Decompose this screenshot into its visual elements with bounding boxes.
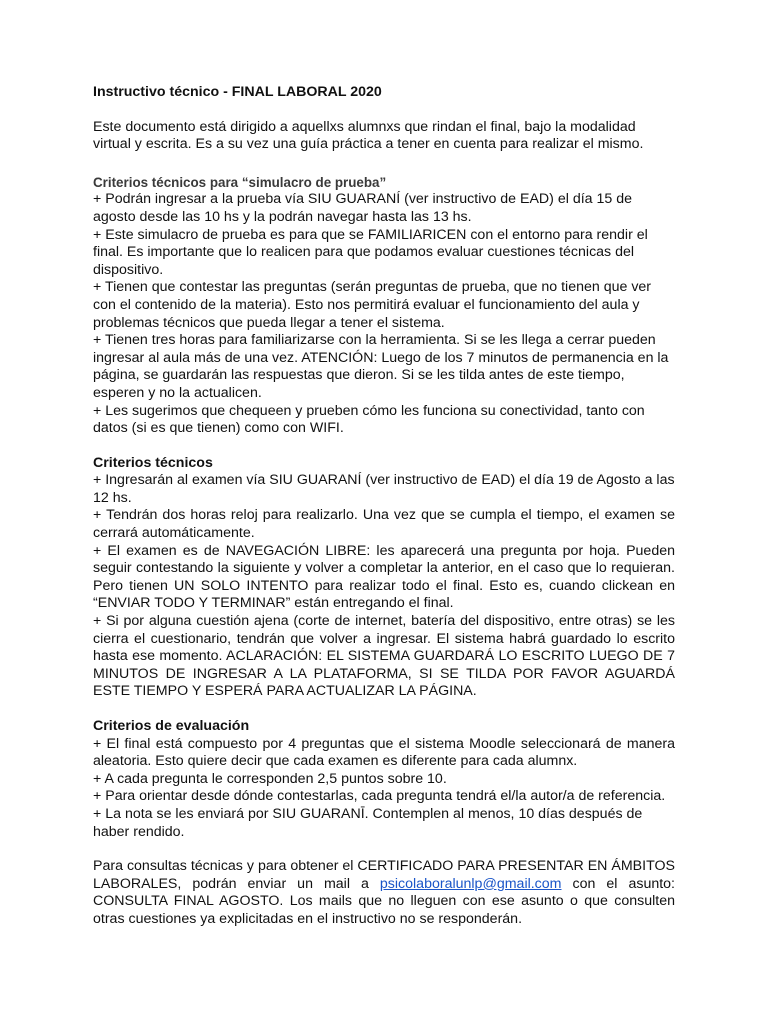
- evaluacion-item-3: + Para orientar desde dónde contestarlas, cada pregunta tendrá el/la autor/a de referencia.: [93, 788, 666, 805]
- document-title: Instructivo técnico - FINAL LABORAL 2020: [93, 84, 382, 100]
- closing-paragraph: [93, 858, 675, 928]
- simulacro-item-3: + Tienen que contestar las preguntas (serán preguntas de prueba, que no tienen que ver con el contenido de la materia). Esto nos permitirá evaluar el funcionamiento del aula y problemas técnicos que pueda llegar a tener el sistema.: [93, 279, 652, 331]
- simulacro-heading: Criterios técnicos para “simulacro de prueba”: [93, 174, 387, 190]
- evaluacion-heading: Criterios de evaluación: [93, 718, 250, 734]
- section-simulacro: [93, 174, 675, 438]
- closing-text-after: con el asunto: CONSULTA FINAL AGOSTO. Los mails que no lleguen con ese asunto o que consulten otras cuestiones ya explicitadas en el instructivo no se responderán.: [93, 875, 675, 927]
- tecnicos-item-2: + Tendrán dos horas reloj para realizarlo. Una vez que se cumpla el tiempo, el examen se cerrará automáticamente.: [93, 507, 675, 542]
- evaluacion-item-4: + La nota se les enviará por SIU GUARANĪ. Contemplen al menos, 10 días después de haber rendido.: [93, 805, 643, 840]
- tecnicos-item-1: + Ingresarán al examen vía SIU GUARANÍ (ver instructivo de EAD) el día 19 de Agosto a las 12 hs.: [93, 472, 675, 506]
- section-evaluacion: [93, 718, 675, 841]
- evaluacion-item-2: + A cada pregunta le corresponden 2,5 puntos sobre 10.: [93, 770, 447, 787]
- contact-email-link[interactable]: psicolaboralunlp@gmail.com: [379, 875, 562, 892]
- intro-paragraph: Este documento está dirigido a aquellxs alumnxs que rindan el final, bajo la modalidad virtual y escrita. Es a su vez una guía práctica a tener en cuenta para realizar el mismo.: [93, 118, 644, 153]
- tecnicos-heading: Criterios técnicos: [93, 454, 213, 471]
- evaluacion-item-1: + El final está compuesto por 4 preguntas que el sistema Moodle seleccionará de manera aleatoria. Esto quiere decir que cada examen es diferente para cada alumnx.: [93, 735, 675, 770]
- tecnicos-item-4: + Si por alguna cuestión ajena (corte de internet, batería del dispositivo, entre otras) se les cierra el cuestionario, tendrán que volver a ingresar. El sistema habrá guardado lo escrito hasta ese momento. ACLARACIÓN: EL SISTEMA GUARDARÁ LO ESCRITO LUEGO DE 7 MINUTOS DE INGRESAR A LA PLATAFORMA, SI SE TILDA POR FAVOR AGUARDÁ ESTE TIEMPO Y ESPERÁ PARA ACTUALIZAR LA PÁGINA.: [93, 613, 675, 700]
- section-tecnicos: [93, 455, 675, 701]
- simulacro-item-5: + Les sugerimos que chequeen y prueben cómo les funciona su conectividad, tanto con datos (si es que tienen) como con WIFI.: [93, 402, 645, 437]
- tecnicos-item-3: + El examen es de NAVEGACIÓN LIBRE: les aparecerá una pregunta por hoja. Pueden seguir contestando la siguiente y volver a completar la anterior, en el caso que lo requieran. Pero tienen UN SOLO INTENTO para realizar todo el final. Esto es, cuando clickean en “ENVIAR TODO Y TERMINAR” están entregando el final.: [93, 542, 675, 612]
- simulacro-item-2: + Este simulacro de prueba es para que se FAMILIARICEN con el entorno para rendir el final. Es importante que lo realicen para que podamos evaluar cuestiones técnicas del dispositivo.: [93, 226, 648, 278]
- document-page: [93, 84, 675, 929]
- simulacro-item-1: + Podrán ingresar a la prueba vía SIU GUARANÍ (ver instructivo de EAD) el día 15 de agosto desde las 10 hs y la podrán navegar hasta las 13 hs.: [93, 191, 632, 225]
- closing-text-before: Para consultas técnicas y para obtener el CERTIFICADO PARA PRESENTAR EN ÁMBITOS LABORALES, podrán enviar un mail a: [93, 858, 675, 892]
- simulacro-item-4: + Tienen tres horas para familiarizarse con la herramienta. Si se les llega a cerrar pueden ingresar al aula más de una vez. ATENCIÓN: Luego de los 7 minutos de permanencia en la página, se guardarán las respuestas que dieron. Si se les tilda antes de este tiempo, esperen y no la actualicen.: [93, 332, 669, 401]
